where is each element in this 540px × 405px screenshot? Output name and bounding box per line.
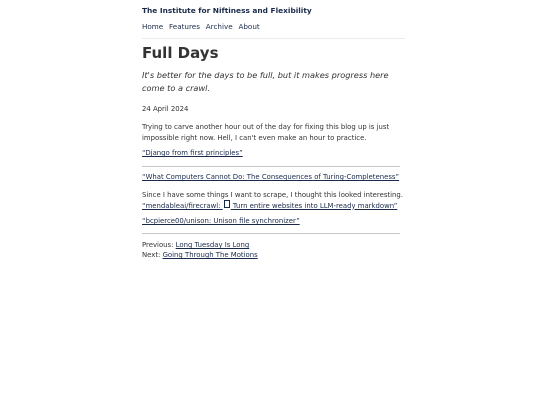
nav-features[interactable]: Features [169,22,200,31]
django-link-block [142,149,243,157]
post-body: Trying to carve another hour out of the day for fixing this blog up is just impossible right now. Hell, I can't even make an hour to practice. [142,123,390,142]
scrape-note: Since I have some things I want to scrape, I thought this looked interesting. [142,191,403,199]
previous-label: Previous: [142,241,174,249]
firecrawl-link-suffix: Turn entire websites into LLM-ready markdown” [232,201,398,210]
next-label: Next: [142,251,161,259]
turing-link[interactable]: “What Computers Cannot Do: The Consequences of Turing-Completeness” [142,173,400,181]
previous-post-link[interactable]: Long Tuesday Is Long [175,241,250,249]
fire-icon [224,200,230,208]
next-post [142,251,258,259]
section-divider-1 [142,166,400,167]
nav-archive[interactable]: Archive [205,22,233,31]
nav-home[interactable]: Home [142,22,164,31]
post-title: Full Days [142,44,219,62]
header-divider [142,38,405,39]
firecrawl-link[interactable] [142,202,397,210]
nav-about[interactable]: About [238,22,260,31]
previous-post [142,241,249,249]
post-subtitle: It's better for the days to be full, but it makes progress here come to a crawl. [142,70,389,93]
site-title[interactable]: The Institute for Niftiness and Flexibility [142,6,312,15]
django-link[interactable]: “Django from first principles” [142,149,243,157]
firecrawl-link-prefix: “mendableai/firecrawl: [142,201,221,210]
firecrawl-link-block [142,200,397,210]
next-post-link[interactable]: Going Through The Motions [162,251,258,259]
unison-link-block [142,217,300,225]
section-divider-2 [142,233,400,234]
main-nav [142,22,263,31]
unison-link[interactable]: “bcpierce00/unison: Unison file synchronizer” [142,217,300,225]
post-date: 24 April 2024 [142,105,189,113]
turing-link-block [142,173,399,181]
